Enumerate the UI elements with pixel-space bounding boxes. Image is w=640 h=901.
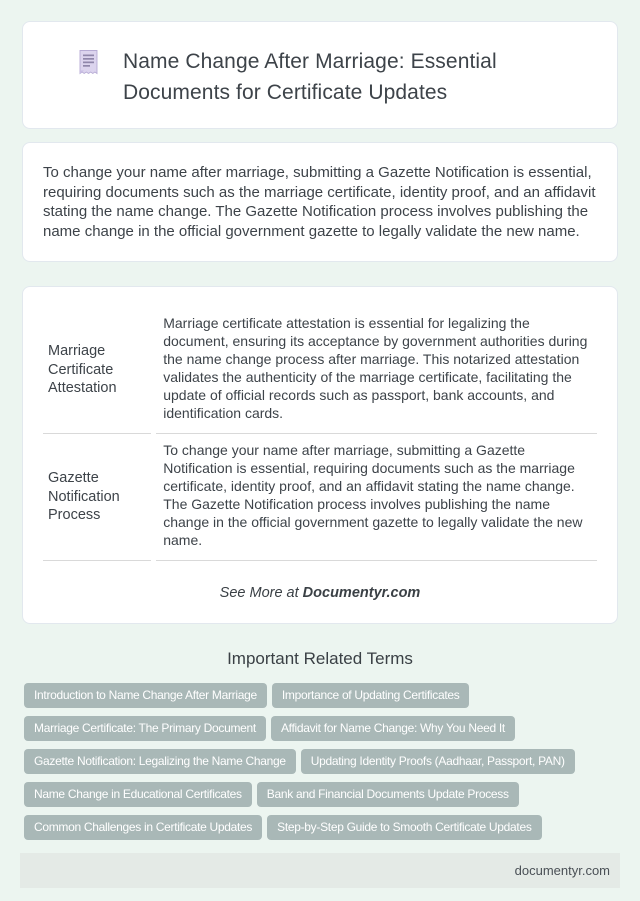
related-terms-list: [24, 683, 616, 840]
term-description: Marriage certificate attestation is essential for legalizing the document, ensuring its acceptance by government authorities during the name change process after marriage. This notarized attestation validates the authenticity of the marriage certificate, facilitating the update of official records such as passport, bank accounts, and identification cards.: [156, 307, 597, 434]
see-more-brand: Documentyr.com: [302, 585, 421, 601]
summary-card: [22, 142, 618, 262]
related-term-chip[interactable]: Bank and Financial Documents Update Process: [257, 782, 519, 807]
related-term-chip[interactable]: Marriage Certificate: The Primary Document: [24, 716, 266, 741]
footer-site-label: documentyr.com: [514, 863, 610, 878]
related-term-chip[interactable]: Updating Identity Proofs (Aadhaar, Passport, PAN): [301, 749, 575, 774]
terms-table-card: [22, 286, 618, 624]
page-title: Name Change After Marriage: Essential Documents for Certificate Updates: [123, 50, 497, 104]
related-term-chip[interactable]: Gazette Notification: Legalizing the Name Change: [24, 749, 296, 774]
term-description: To change your name after marriage, submitting a Gazette Notification is essential, requiring documents such as the marriage certificate, identity proof, and an affidavit stating the name change. The Gazette Notification process involves publishing the name change in the official government gazette to legally validate the new name.: [156, 434, 597, 561]
see-more-prefix: See More at: [219, 585, 303, 601]
table-row: [43, 307, 597, 434]
summary-text: To change your name after marriage, submitting a Gazette Notification is essential, requiring documents such as the marriage certificate, identity proof, and an affidavit stating the name change. The Gazette Notification process involves publishing the name change in the official government gazette to legally validate the new name.: [43, 164, 596, 240]
terms-table: [38, 307, 602, 561]
term-cell: Marriage Certificate Attestation: [43, 307, 151, 434]
term-cell: Gazette Notification Process: [43, 434, 151, 561]
footer-bar: [20, 853, 620, 888]
related-terms-heading: Important Related Terms: [227, 649, 413, 668]
see-more-note: [38, 585, 602, 601]
related-term-chip[interactable]: Name Change in Educational Certificates: [24, 782, 252, 807]
related-term-chip[interactable]: Step-by-Step Guide to Smooth Certificate Updates: [267, 815, 541, 840]
related-term-chip[interactable]: Affidavit for Name Change: Why You Need It: [271, 716, 515, 741]
table-row: [43, 434, 597, 561]
related-term-chip[interactable]: Importance of Updating Certificates: [272, 683, 470, 708]
related-term-chip[interactable]: Common Challenges in Certificate Updates: [24, 815, 262, 840]
header-card: [22, 21, 618, 129]
receipt-icon: [77, 49, 100, 82]
related-term-chip[interactable]: Introduction to Name Change After Marriage: [24, 683, 267, 708]
